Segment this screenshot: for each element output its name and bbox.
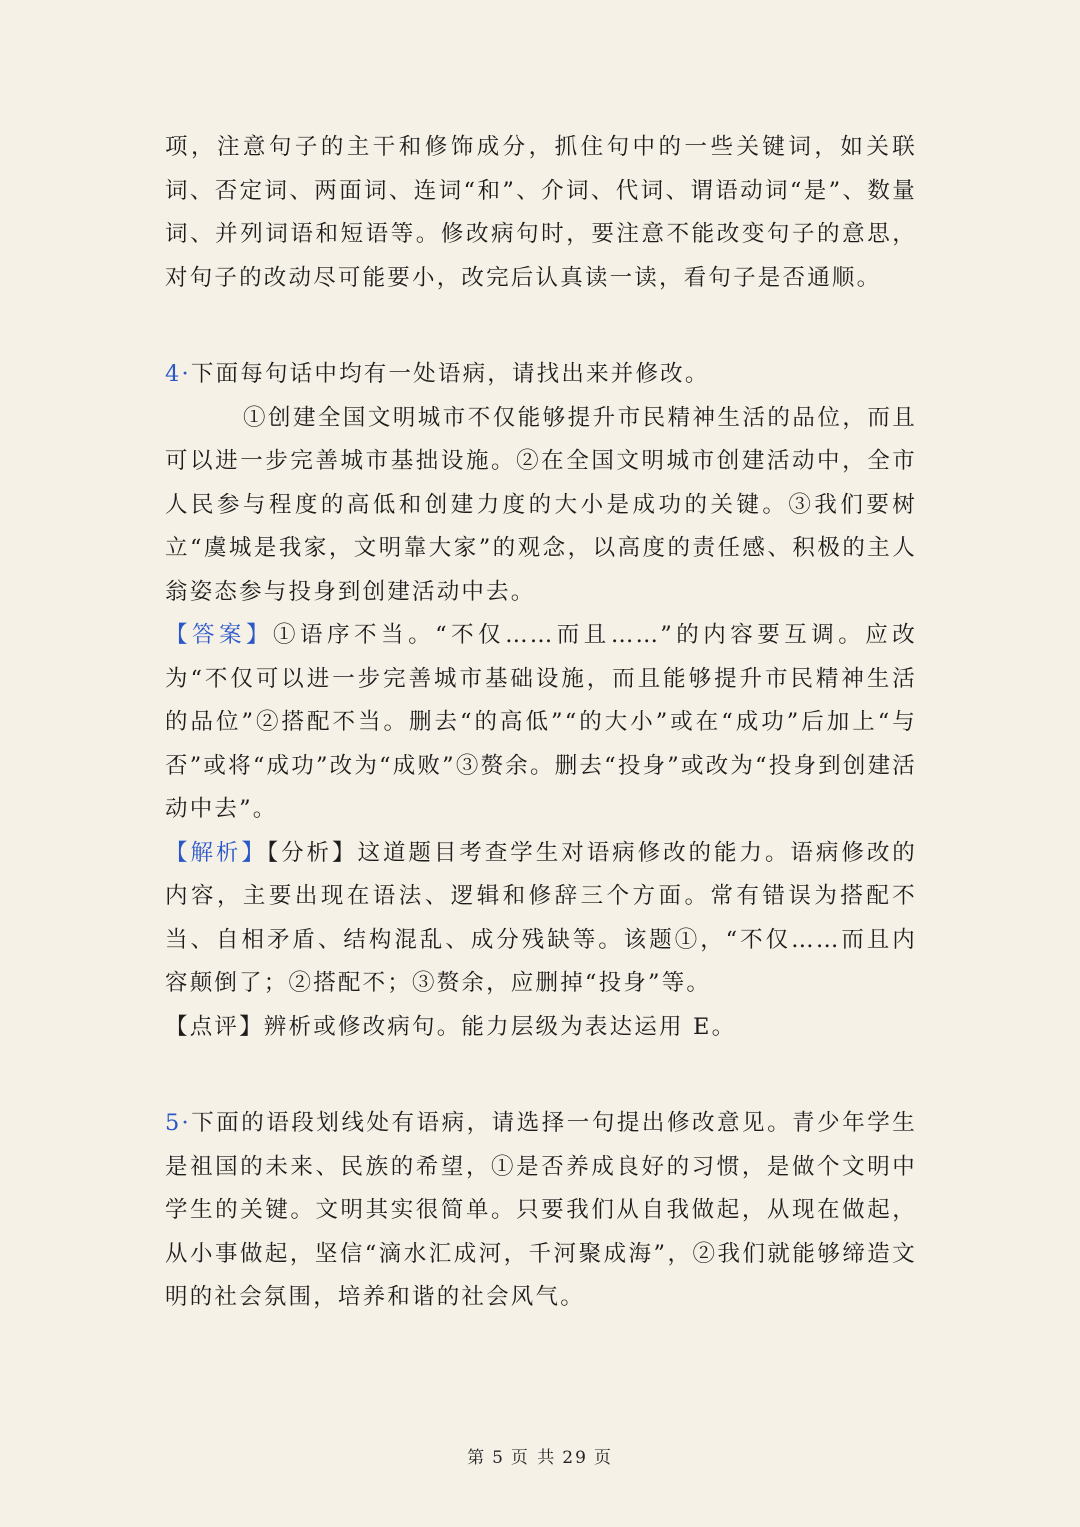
footer-page-number: 5	[492, 1448, 505, 1468]
question-4-comment: 【点评】辨析或修改病句。能力层级为表达运用 E。	[165, 1013, 737, 1040]
page-footer	[0, 1443, 1080, 1468]
question-dot: ·	[181, 361, 191, 387]
question-4-analysis	[165, 832, 917, 1006]
analysis-text: 【分析】这道题目考查学生对语病修改的能力。语病修改的内容，主要出现在语法、逻辑和修辞三个方面。常有错误为搭配不当、自相矛盾、结构混乱、成分残缺等。该题①，“不仅……而且内容颠倒了；②搭配不；③赘余，应删掉“投身”等。	[165, 839, 917, 996]
question-4-body: ①创建全国文明城市不仅能够提升市民精神生活的品位，而且可以进一步完善城市基拙设施。②在全国文明城市创建活动中，全市人民参与程度的高低和创建力度的大小是成功的关键。③我们要树立“虞城是我家，文明靠大家”的观念，以高度的责任感、积极的主人翁姿态参与投身到创建活动中去。	[165, 404, 917, 605]
continuation-paragraph: 项，注意句子的主干和修饰成分，抓住句中的一些关键词，如关联词、否定词、两面词、连词“和”、介词、代词、谓语动词“是”、数量词、并列词语和短语等。修改病句时，要注意不能改变句子的意思，对句子的改动尽可能要小，改完后认真读一读，看句子是否通顺。	[165, 134, 917, 291]
answer-text: ①语序不当。“不仅……而且……”的内容要互调。应改为“不仅可以进一步完善城市基础设施，而且能够提升市民精神生活的品位”②搭配不当。删去“的高低”“的大小”或在“成功”后加上“与否”或将“成功”改为“成败”③赘余。删去“投身”或改为“投身到创建活动中去”。	[165, 622, 917, 822]
footer-total-pages: 29	[562, 1448, 588, 1468]
question-number: 4	[165, 361, 182, 387]
spacer	[165, 1049, 917, 1102]
analysis-label: 【解析】	[165, 839, 267, 866]
footer-prefix: 第	[467, 1448, 487, 1468]
question-5	[165, 1102, 917, 1320]
footer-middle: 页 共	[510, 1448, 557, 1468]
footer-suffix: 页	[593, 1448, 613, 1468]
question-4-prompt	[165, 353, 917, 397]
question-dot: ·	[181, 1110, 191, 1136]
question-4-answer	[165, 614, 917, 832]
answer-label: 【答案】	[165, 622, 274, 648]
question-number: 5	[165, 1110, 182, 1136]
document-page	[165, 126, 917, 1320]
question-text: 下面的语段划线处有语病，请选择一句提出修改意见。青少年学生是祖国的未来、民族的希望，①是否养成良好的习惯，是做个文明中学生的关键。文明其实很简单。只要我们从自我做起，从现在做起，从小事做起，坚信“滴水汇成河，千河聚成海”，②我们就能够缔造文明的社会氛围，培养和谐的社会风气。	[165, 1110, 917, 1310]
spacer	[165, 300, 917, 353]
question-prompt-text: 下面每句话中均有一处语病，请找出来并修改。	[190, 361, 710, 387]
question-5-text	[165, 1102, 917, 1320]
question-4	[165, 353, 917, 1049]
